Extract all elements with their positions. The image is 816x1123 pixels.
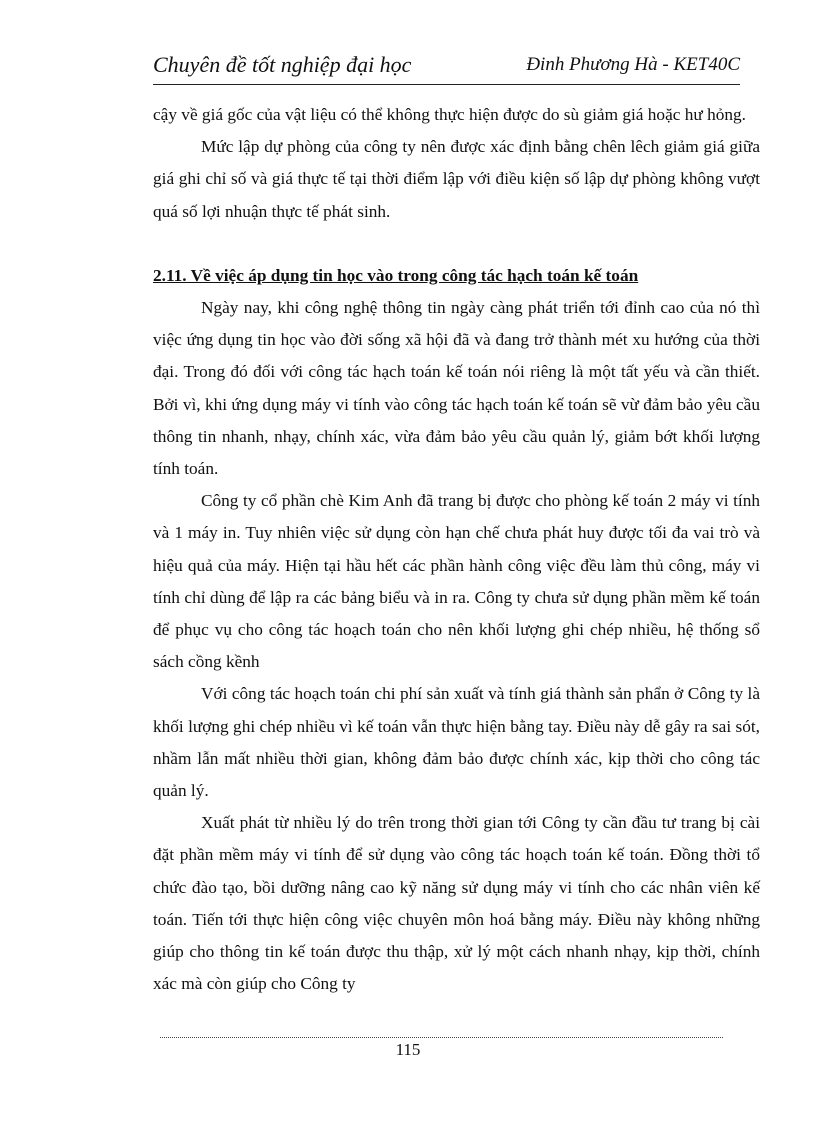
paragraph: Ngày nay, khi công nghệ thông tin ngày càng phát triển tới đỉnh cao của nó thì việc ứng dụng tin học vào đời sống xã hội đã và đang trở thành mét xu hướng của thời đại. Trong đó đối với công tác hạch toán kế toán nói riêng là một tất yếu và cần thiết. Bởi vì, khi ứng dụng máy vi tính vào công tác hạch toán kế toán sẽ vừ đảm bảo yêu cầu thông tin nhanh, nhạy, chính xác, vừa đảm bảo yêu cầu quản lý, giảm bớt khối lượng tính toán. [153,298,760,479]
paragraph: Công ty cổ phần chè Kim Anh đã trang bị được cho phòng kế toán 2 máy vi tính và 1 máy in. Tuy nhiên việc sử dụng còn hạn chế chưa phát huy được tối đa vai trò và hiệu quả của máy. Hiện tại hầu hết các phần hành công việc đều làm thủ công, máy vi tính chỉ dùng để lập ra các bảng biểu và in ra. Công ty chưa sử dụng phần mềm kế toán để phục vụ cho công tác hoạch toán cho nên khối lượng ghi chép nhiều, hệ thống sổ sách cồng kềnh [153,491,760,672]
paragraph: Mức lập dự phòng của công ty nên được xác định bằng chên lêch giảm giá giữa giá ghi chỉ số và giá thực tế tại thời điểm lập với điều kiện số lập dự phòng không vượt quá số lợi nhuận thực tế phát sinh. [153,137,760,221]
paragraph: Xuất phát từ nhiều lý do trên trong thời gian tới Công ty cần đầu tư trang bị cài đặt phần mềm máy vi tính để sử dụng vào công tác hoạch toán kế toán. Đồng thời tổ chức đào tạo, bồi dưỡng nâng cao kỹ năng sử dụng máy vi tính cho các nhân viên kế toán. Tiến tới thực hiện công việc chuyên môn hoá bằng máy. Điều này không những giúp cho thông tin kế toán được thu thập, xử lý một cách nhanh nhạy, kịp thời, chính xác mà còn giúp cho Công ty [153,813,760,994]
paragraph-continuation: cậy về giá gốc của vật liệu có thể không thực hiện được do sù giảm giá hoặc hư hỏng. [153,105,746,124]
page-body [153,99,760,1000]
author-info: Đinh Phương Hà - KET40C [526,54,740,75]
page-header [153,50,740,85]
document-title: Chuyên đề tốt nghiệp đại học [153,52,412,77]
page-number: 115 [395,1040,421,1059]
section-heading: 2.11. Về việc áp dụng tin học vào trong công tác hạch toán kế toán [153,265,639,285]
footer-divider [160,1037,723,1038]
paragraph: Với công tác hoạch toán chi phí sản xuất và tính giá thành sản phẩn ở Công ty là khối lượng ghi chép nhiều vì kế toán vẫn thực hiện bằng tay. Điều này dễ gây ra sai sót, nhầm lẫn mất nhiều thời gian, không đảm bảo được chính xác, kịp thời cho công tác quản lý. [153,684,760,801]
